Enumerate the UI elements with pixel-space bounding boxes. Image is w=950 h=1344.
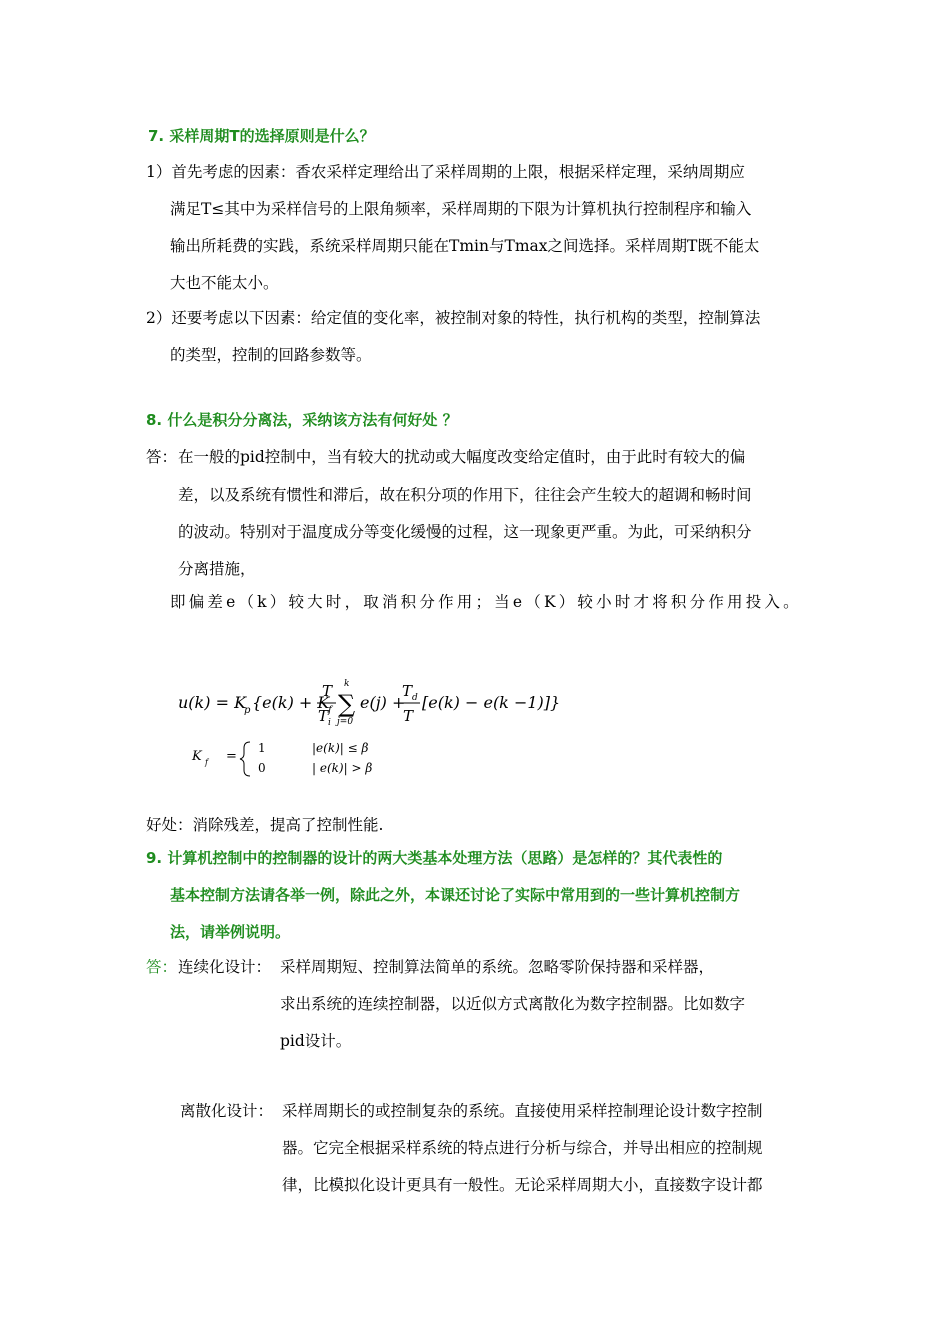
q7-title: 7. 采样周期T的选择原则是什么？ <box>148 127 375 145</box>
q8-answer-line1: 在一般的pid控制中，当有较大的扰动或大幅度改变给定值时，由于此时有较大的偏 <box>178 448 746 466</box>
formula-kf-equals: = <box>226 749 237 764</box>
q9-title-line2: 基本控制方法请各举一例，除此之外，本课还讨论了实际中常用到的一些计算机控制方 <box>170 886 741 904</box>
formula-frac1-den-sub: i <box>328 718 331 728</box>
q9-discrete-line3: 律，比模拟化设计更具有一般性。无论采样周期大小，直接数字设计都 <box>282 1176 763 1194</box>
q9-discrete-line2: 器。它完全根据采样系统的特点进行分析与综合，并导出相应的控制规 <box>282 1139 763 1157</box>
formula-frac1-den: T <box>318 707 329 725</box>
formula-sum-bottom: j=0 <box>337 717 354 727</box>
formula-case1-value: 1 <box>258 741 266 755</box>
q8-title: 8. 什么是积分分离法，采纳该方法有何好处 ？ <box>146 411 458 429</box>
q8-answer-line5: 即偏差e（k）较大时，取消积分作用；当e（K）较小时才将积分作用投入。 <box>170 593 802 611</box>
q7-p1-line3: 输出所耗费的实践，系统采样周期只能在Tmin与Tmax之间选择。采样周期T既不能太 <box>170 237 760 255</box>
q9-title-line3: 法，请举例说明。 <box>170 923 291 941</box>
q9-discrete-label: 离散化设计： <box>180 1102 274 1120</box>
q9-continuous-line3: pid设计。 <box>280 1032 352 1050</box>
q7-p2-line1: 2）还要考虑以下因素：给定值的变化率，被控制对象的特性，执行机构的类型，控制算法 <box>146 309 761 327</box>
formula-ej: e(j) + <box>360 693 406 712</box>
integral-separation-formula <box>178 674 561 784</box>
q8-benefit: 好处：消除残差，提高了控制性能. <box>146 816 384 834</box>
q7-p1-line4: 大也不能太小。 <box>170 274 279 292</box>
q8-answer-line4: 分离措施， <box>178 560 256 578</box>
formula-kp-sub: p <box>244 705 251 716</box>
q8-answer-line2: 差，以及系统有惯性和滞后，故在积分项的作用下，往往会产生较大的超调和畅时间 <box>178 486 752 504</box>
formula-brace-open: {e(k) + K <box>252 693 330 712</box>
q9-continuous-line2: 求出系统的连续控制器，以近似方式离散化为数字控制器。比如数字 <box>280 995 746 1013</box>
formula-frac2-num-sub: d <box>412 693 418 703</box>
q9-continuous-label: 连续化设计： <box>178 958 272 976</box>
formula-case2-condition: | e(k)| > β <box>312 761 373 775</box>
q8-answer-label: 答： <box>146 448 178 466</box>
q7-p2-line2: 的类型，控制的回路参数等。 <box>170 346 372 364</box>
formula-kf-line-sub: f <box>205 758 208 767</box>
formula-frac2-num: T <box>402 682 413 700</box>
q9-title-line1: 9. 计算机控制中的控制器的设计的两大类基本处理方法（思路）是怎样的？其代表性的 <box>146 849 723 867</box>
q7-p1-line2: 满足T≤其中为采样信号的上限角频率，采样周期的下限为计算机执行控制程序和输入 <box>170 200 752 218</box>
q9-answer-label: 答： <box>146 958 178 976</box>
formula-piecewise-brace <box>240 742 250 776</box>
formula-kf-line: K <box>192 749 202 764</box>
formula-lhs: u(k) = K <box>178 693 247 712</box>
formula-kf-sub: f <box>328 705 332 716</box>
formula-frac2-den: T <box>403 707 414 725</box>
formula-frac1-num: T <box>322 682 333 700</box>
formula-sum-top: k <box>344 679 350 689</box>
q7-p1-line1: 1）首先考虑的因素：香农采样定理给出了采样周期的上限，根据采样定理，采纳周期应 <box>146 163 745 181</box>
formula-svg <box>178 674 561 784</box>
formula-case1-condition: |e(k)| ≤ β <box>312 741 369 755</box>
q9-continuous-line1: 采样周期短、控制算法简单的系统。忽略零阶保持器和采样器， <box>280 958 715 976</box>
formula-tail: [e(k) − e(k −1)]} <box>422 693 561 712</box>
q8-answer-line3: 的波动。特别对于温度成分等变化缓慢的过程，这一现象更严重。为此，可采纳积分 <box>178 523 752 541</box>
q9-discrete-line1: 采样周期长的或控制复杂的系统。直接使用采样控制理论设计数字控制 <box>282 1102 763 1120</box>
formula-sigma: ∑ <box>338 690 356 718</box>
formula-case2-value: 0 <box>258 761 266 775</box>
